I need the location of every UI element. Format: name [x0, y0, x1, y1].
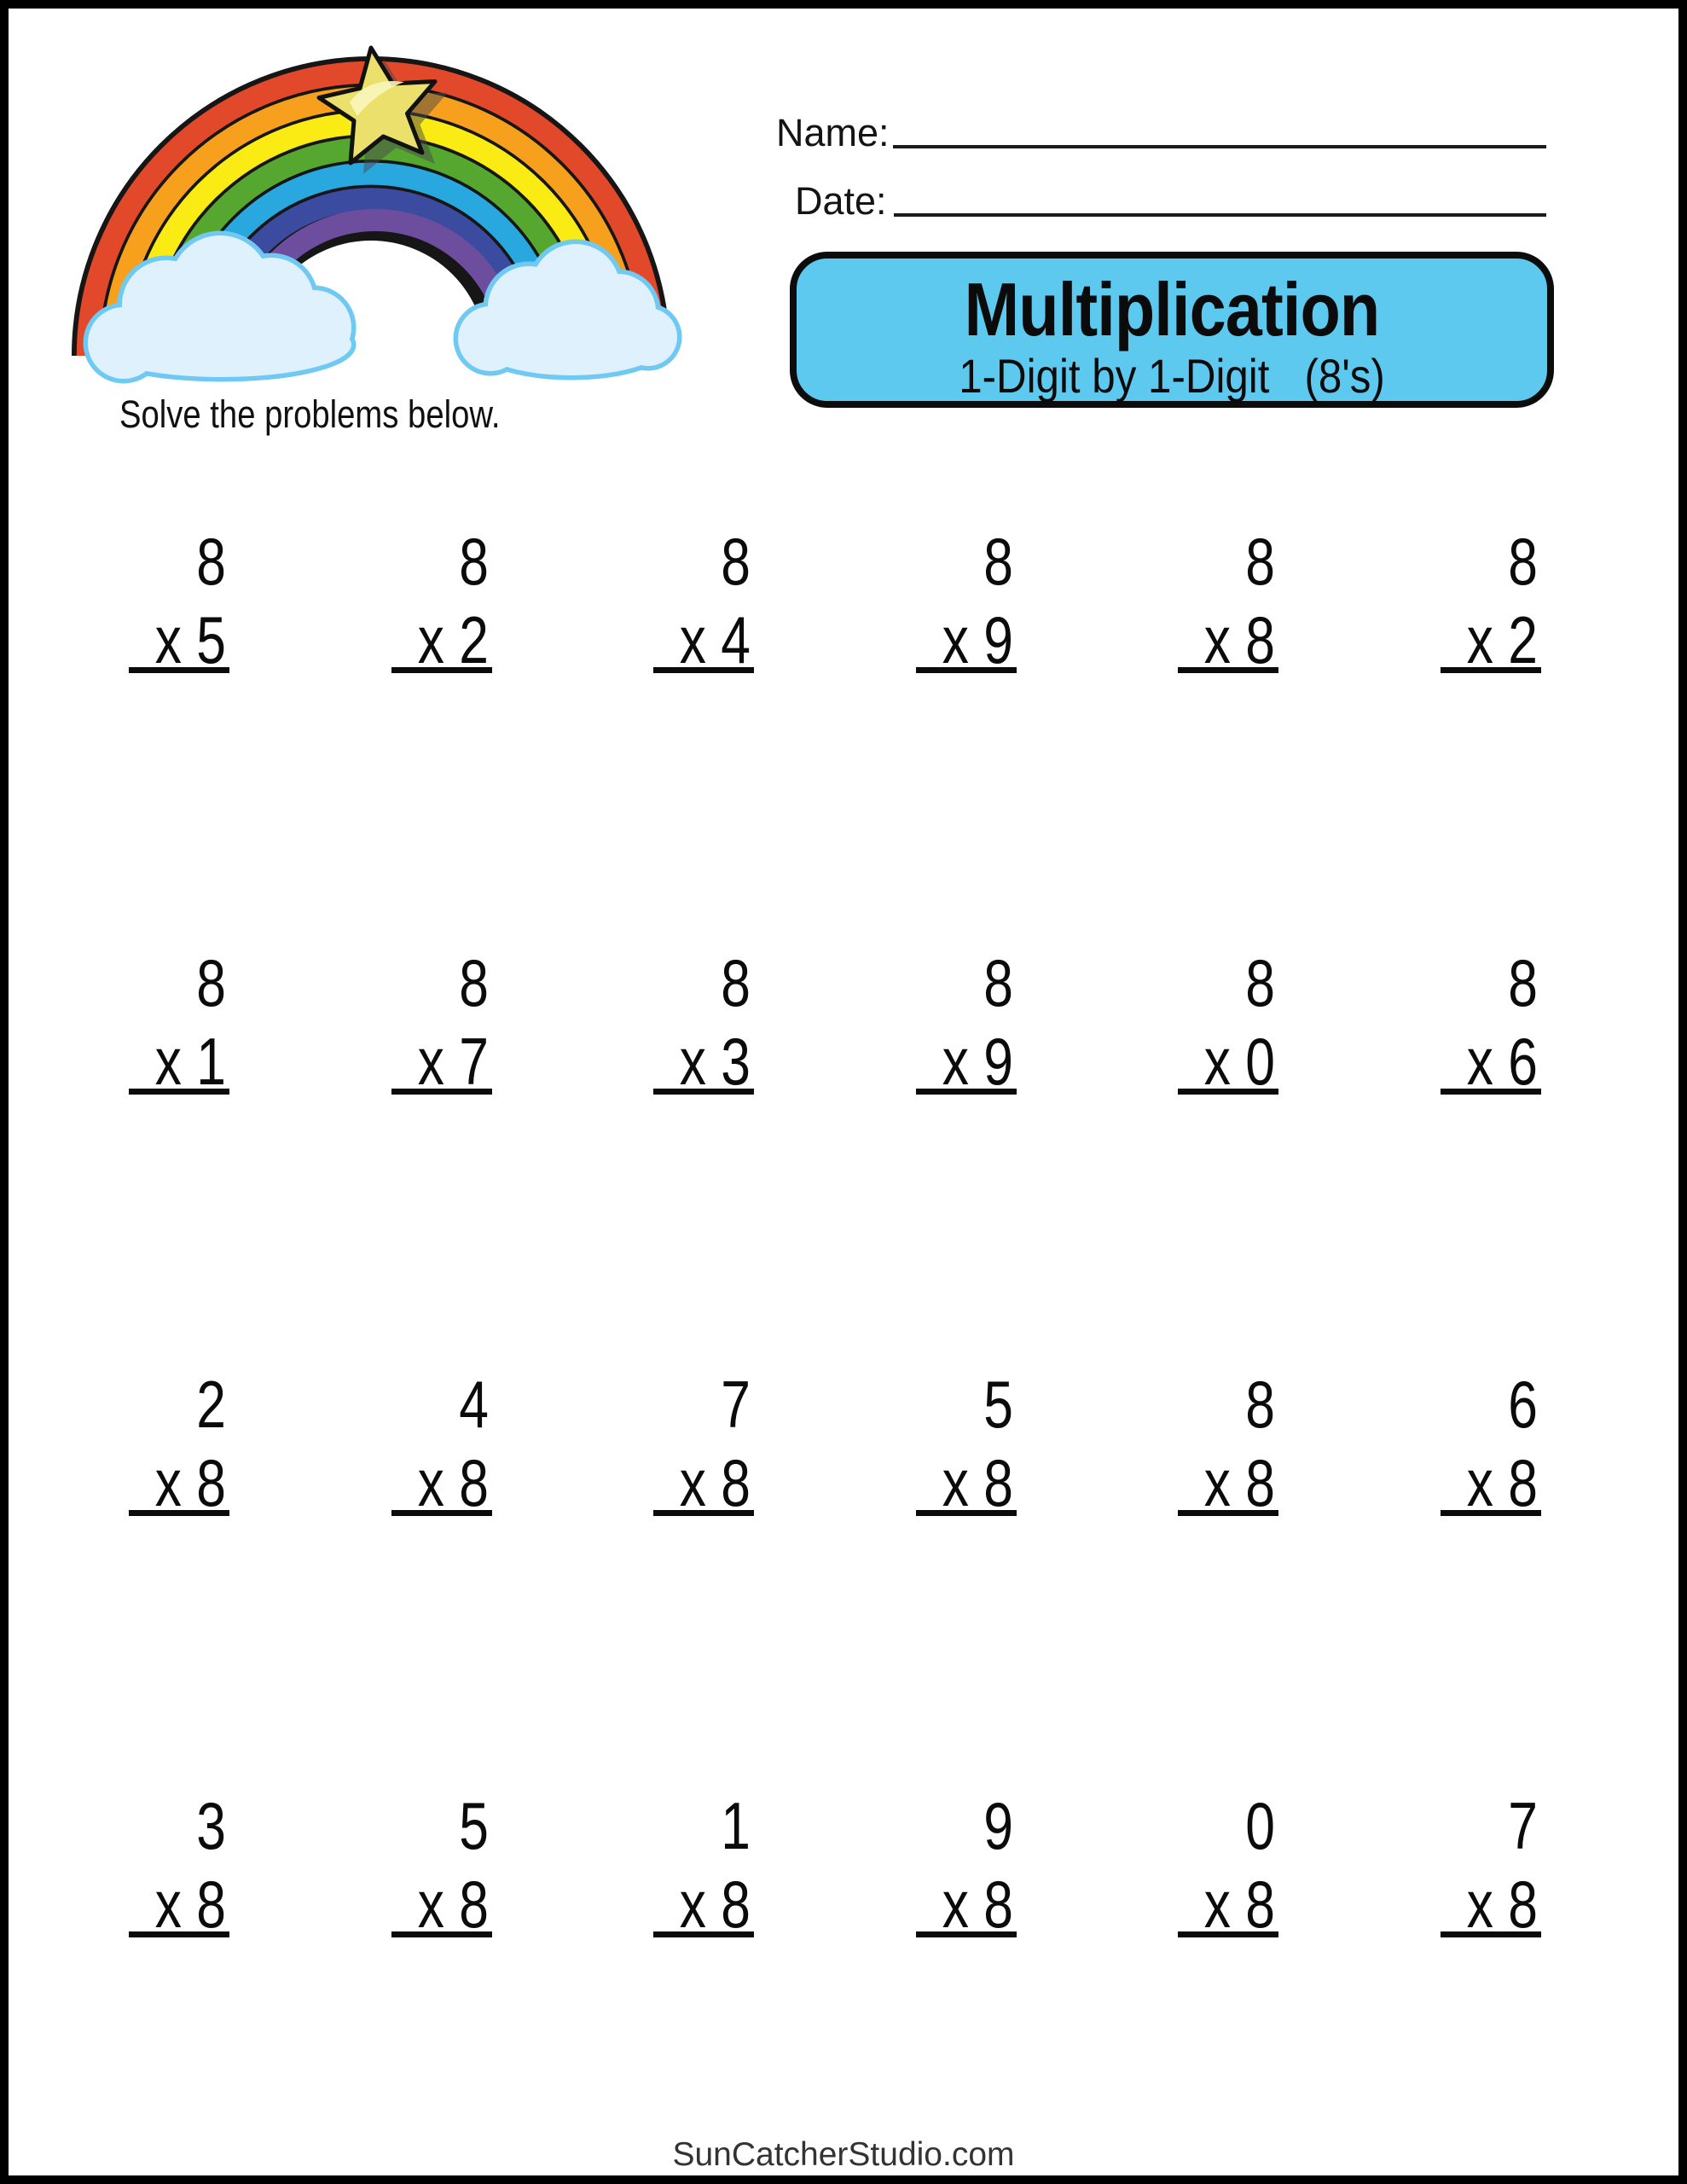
multiplication-problem	[1441, 1365, 1541, 1520]
operand-line	[935, 1443, 1012, 1522]
top-factor: 8	[1245, 524, 1275, 599]
name-line[interactable]	[893, 145, 1546, 148]
multiplication-problem	[916, 522, 1017, 677]
spacer	[968, 1867, 983, 1942]
top-factor: 5	[983, 1367, 1013, 1442]
spacer	[706, 602, 721, 677]
operand-line	[1197, 1443, 1275, 1522]
operator: x	[154, 1024, 182, 1099]
bottom-factor: 7	[458, 1024, 489, 1099]
operand-line	[1459, 1865, 1537, 1943]
operand-line	[1197, 1865, 1275, 1943]
problems-grid	[128, 522, 1687, 2184]
top-factor: 8	[1245, 1367, 1275, 1442]
top-factor: 8	[458, 945, 489, 1020]
operand-line	[410, 601, 488, 679]
multiplication-problem	[916, 1365, 1017, 1520]
title-box	[790, 252, 1554, 408]
top-factor: 9	[983, 1788, 1013, 1863]
spacer	[182, 1867, 196, 1942]
date-label: Date:	[795, 179, 887, 223]
operator: x	[1203, 1445, 1231, 1520]
top-factor: 8	[1507, 945, 1538, 1020]
operator: x	[1466, 1445, 1493, 1520]
bottom-factor: 8	[458, 1867, 489, 1942]
multiplication-problem	[391, 522, 492, 677]
operator: x	[679, 602, 706, 677]
multiplication-problem	[1441, 522, 1541, 677]
rainbow-illustration	[60, 44, 682, 386]
top-factor: 5	[458, 1788, 489, 1863]
operand-line	[935, 1022, 1012, 1101]
operand-line	[410, 1865, 488, 1943]
operator: x	[154, 1445, 182, 1520]
top-factor: 8	[196, 524, 226, 599]
multiplication-problem	[391, 944, 492, 1099]
multiplication-problem	[1178, 1786, 1278, 1942]
multiplication-problem	[129, 944, 229, 1099]
spacer	[706, 1867, 721, 1942]
operator: x	[1466, 602, 1493, 677]
top-factor: 8	[721, 945, 751, 1020]
operand-line	[673, 601, 751, 679]
multiplication-problem	[1178, 522, 1278, 677]
bottom-factor: 8	[1245, 1445, 1275, 1520]
operand-line	[935, 601, 1012, 679]
spacer	[968, 1445, 983, 1520]
operator: x	[942, 1024, 969, 1099]
operator: x	[417, 1867, 444, 1942]
bottom-factor: 9	[983, 602, 1013, 677]
bottom-factor: 9	[983, 1024, 1013, 1099]
operand-line	[148, 601, 226, 679]
operand-line	[410, 1022, 488, 1101]
top-factor: 7	[721, 1367, 751, 1442]
operand-line	[1459, 1022, 1537, 1101]
top-factor: 6	[1507, 1367, 1538, 1442]
operator: x	[1466, 1867, 1493, 1942]
bottom-factor: 6	[1507, 1024, 1538, 1099]
top-factor: 8	[983, 524, 1013, 599]
multiplication-problem	[391, 1365, 492, 1520]
bottom-factor: 8	[1507, 1867, 1538, 1942]
bottom-factor: 8	[983, 1867, 1013, 1942]
operator: x	[942, 1445, 969, 1520]
spacer	[443, 1867, 458, 1942]
operator: x	[417, 602, 444, 677]
multiplication-problem	[916, 944, 1017, 1099]
multiplication-problem	[653, 522, 754, 677]
spacer	[443, 602, 458, 677]
operand-line	[1459, 601, 1537, 679]
bottom-factor: 8	[983, 1445, 1013, 1520]
operator: x	[154, 1867, 182, 1942]
operand-line	[410, 1443, 488, 1522]
multiplication-problem	[653, 1786, 754, 1942]
operator: x	[679, 1867, 706, 1942]
multiplication-problem	[1178, 1365, 1278, 1520]
bottom-factor: 3	[721, 1024, 751, 1099]
multiplication-problem	[391, 1786, 492, 1942]
operator: x	[942, 1867, 969, 1942]
bottom-factor: 4	[721, 602, 751, 677]
operator: x	[1203, 1867, 1231, 1942]
spacer	[968, 602, 983, 677]
spacer	[182, 1445, 196, 1520]
multiplication-problem	[129, 1786, 229, 1942]
operator: x	[1466, 1024, 1493, 1099]
worksheet-title: Multiplication	[964, 267, 1380, 351]
operand-line	[148, 1865, 226, 1943]
operator: x	[679, 1445, 706, 1520]
bottom-factor: 2	[458, 602, 489, 677]
top-factor: 8	[458, 524, 489, 599]
top-factor: 2	[196, 1367, 226, 1442]
multiplication-problem	[1441, 1786, 1541, 1942]
bottom-factor: 8	[458, 1445, 489, 1520]
spacer	[1231, 1024, 1245, 1099]
operand-line	[1197, 601, 1275, 679]
top-factor: 4	[458, 1367, 489, 1442]
operand-line	[1197, 1022, 1275, 1101]
operand-line	[1459, 1443, 1537, 1522]
name-label: Name:	[776, 111, 890, 154]
top-factor: 8	[983, 945, 1013, 1020]
operator: x	[1203, 1024, 1231, 1099]
spacer	[1493, 1024, 1507, 1099]
bottom-factor: 8	[1245, 602, 1275, 677]
worksheet-subtitle: 1-Digit by 1-Digit (8's)	[959, 349, 1385, 403]
spacer	[443, 1445, 458, 1520]
bottom-factor: 8	[1245, 1867, 1275, 1942]
bottom-factor: 8	[721, 1867, 751, 1942]
multiplication-problem	[653, 944, 754, 1099]
spacer	[443, 1024, 458, 1099]
instruction-text: Solve the problems below.	[119, 392, 501, 436]
operand-line	[148, 1022, 226, 1101]
top-factor: 1	[721, 1788, 751, 1863]
operator: x	[679, 1024, 706, 1099]
bottom-factor: 8	[196, 1445, 226, 1520]
bottom-factor: 0	[1245, 1024, 1275, 1099]
bottom-factor: 8	[721, 1445, 751, 1520]
bottom-factor: 1	[196, 1024, 226, 1099]
operator: x	[417, 1024, 444, 1099]
multiplication-problem	[916, 1786, 1017, 1942]
operand-line	[148, 1443, 226, 1522]
spacer	[1493, 1445, 1507, 1520]
multiplication-problem	[129, 522, 229, 677]
spacer	[1231, 1445, 1245, 1520]
spacer	[1493, 1867, 1507, 1942]
operator: x	[1203, 602, 1231, 677]
bottom-factor: 5	[196, 602, 226, 677]
operand-line	[673, 1443, 751, 1522]
spacer	[706, 1024, 721, 1099]
multiplication-problem	[653, 1365, 754, 1520]
multiplication-problem	[1178, 944, 1278, 1099]
top-factor: 8	[721, 524, 751, 599]
top-factor: 8	[1245, 945, 1275, 1020]
operator: x	[942, 602, 969, 677]
bottom-factor: 8	[1507, 1445, 1538, 1520]
operand-line	[673, 1022, 751, 1101]
footer-site: SunCatcherStudio.com	[672, 2136, 1015, 2173]
top-factor: 3	[196, 1788, 226, 1863]
top-factor: 7	[1507, 1788, 1538, 1863]
top-factor: 8	[196, 945, 226, 1020]
operand-line	[935, 1865, 1012, 1943]
spacer	[1231, 1867, 1245, 1942]
spacer	[182, 1024, 196, 1099]
top-factor: 8	[1507, 524, 1538, 599]
operator: x	[154, 602, 182, 677]
spacer	[706, 1445, 721, 1520]
spacer	[1493, 602, 1507, 677]
bottom-factor: 2	[1507, 602, 1538, 677]
bottom-factor: 8	[196, 1867, 226, 1942]
date-line[interactable]	[894, 213, 1546, 217]
operand-line	[673, 1865, 751, 1943]
operator: x	[417, 1445, 444, 1520]
spacer	[1231, 602, 1245, 677]
spacer	[968, 1024, 983, 1099]
multiplication-problem	[1441, 944, 1541, 1099]
spacer	[182, 602, 196, 677]
top-factor: 0	[1245, 1788, 1275, 1863]
multiplication-problem	[129, 1365, 229, 1520]
